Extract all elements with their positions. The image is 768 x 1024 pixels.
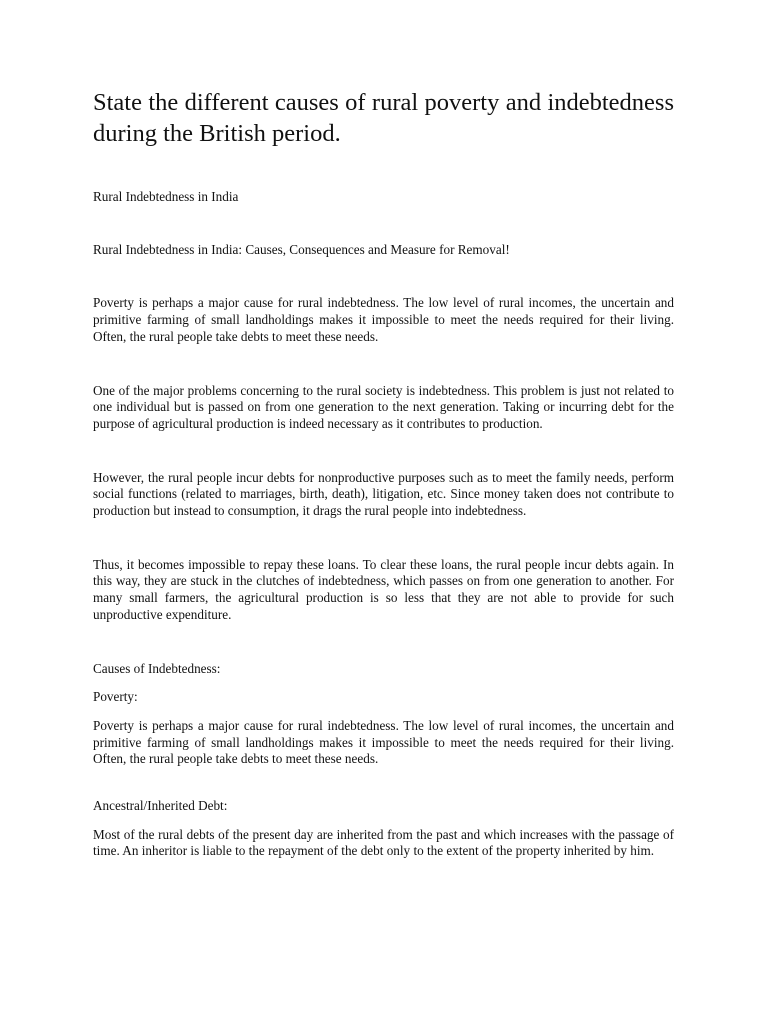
document-title: State the different causes of rural poverty and indebtedness during the British period.	[93, 89, 674, 147]
paragraph: However, the rural people incur debts for nonproductive purposes such as to meet the family needs, perform social functions (related to marriages, birth, death), litigation, etc. Since money taken does not contribute to production but instead to consumption, it drags the rural people into indebtedness.	[93, 469, 674, 519]
ancestral-paragraph: Most of the rural debts of the present day are inherited from the past and which increases with the passage of time. An inheritor is liable to the repayment of the debt only to the extent of the property inherited by him.	[93, 826, 674, 859]
causes-heading: Causes of Indebtedness:	[93, 660, 221, 676]
ancestral-heading: Ancestral/Inherited Debt:	[93, 798, 228, 814]
document-body	[93, 87, 674, 860]
poverty-paragraph: Poverty is perhaps a major cause for rural indebtedness. The low level of rural incomes, the uncertain and primitive farming of small landholdings makes it impossible to meet the needs required for their living. Often, the rural people take debts to meet these needs.	[93, 717, 674, 767]
paragraph: Thus, it becomes impossible to repay these loans. To clear these loans, the rural people incur debts again. In this way, they are stuck in the clutches of indebtedness, which passes on from one generation to another. For many small farmers, the agricultural production is so less that they are not able to provide for such unproductive expenditure.	[93, 556, 674, 622]
paragraph: Poverty is perhaps a major cause for rural indebtedness. The low level of rural incomes, the uncertain and primitive farming of small landholdings makes it impossible to meet the needs required for their living. Often, the rural people take debts to meet these needs.	[93, 295, 674, 344]
section-heading: Rural Indebtedness in India	[93, 189, 239, 204]
poverty-heading: Poverty:	[93, 689, 138, 705]
section-subheading: Rural Indebtedness in India: Causes, Consequences and Measure for Removal!	[93, 241, 510, 257]
paragraph: One of the major problems concerning to the rural society is indebtedness. This problem is just not related to one individual but is passed on from one generation to the next generation. Taking or incurring debt for the purpose of agricultural production is indeed necessary as it contributes to production.	[93, 382, 674, 431]
